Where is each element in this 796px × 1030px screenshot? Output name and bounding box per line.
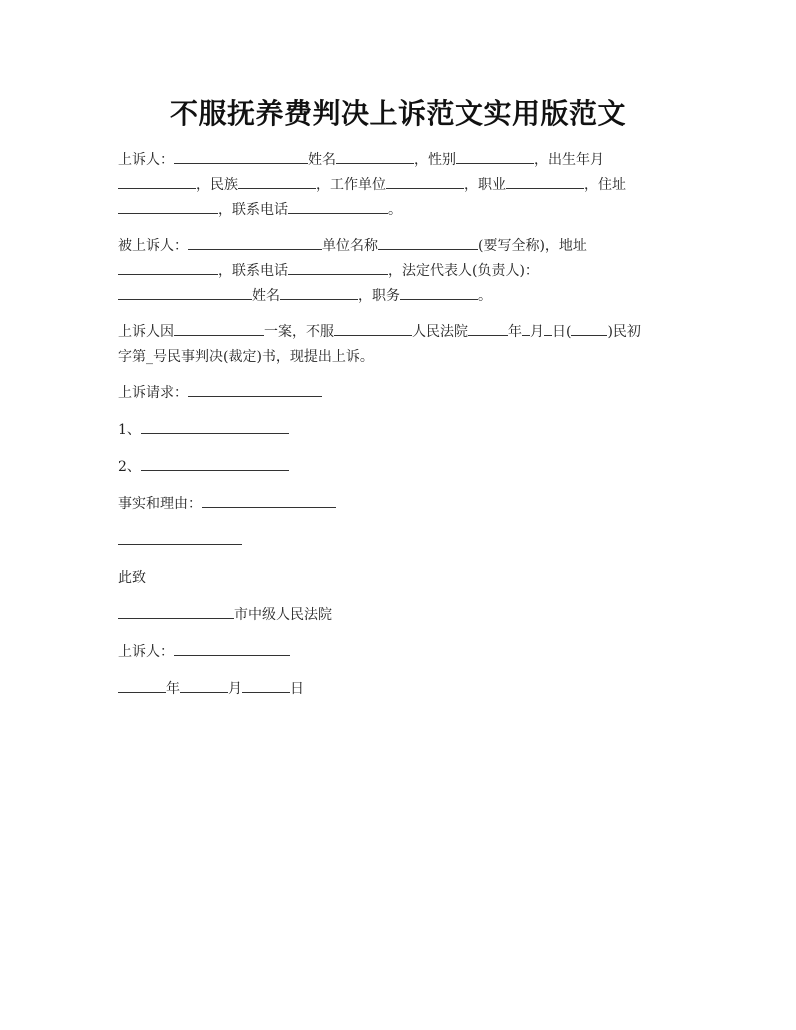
respondent-phone-blank[interactable] — [288, 260, 388, 275]
name-label: 姓名 — [308, 152, 336, 168]
address-blank[interactable] — [118, 199, 218, 214]
full-name-address-label: (要写全称)，地址 — [478, 238, 587, 254]
gender-blank[interactable] — [456, 149, 534, 164]
appellant-label: 上诉人： — [118, 152, 174, 168]
date-row — [118, 677, 678, 702]
workplace-blank[interactable] — [386, 174, 464, 189]
phone-blank[interactable] — [288, 199, 388, 214]
date-day-blank[interactable] — [242, 678, 290, 693]
position-blank[interactable] — [400, 285, 478, 300]
facts-label: 事实和理由： — [118, 496, 202, 512]
unit-name-blank[interactable] — [378, 235, 478, 250]
appellant-line-2 — [118, 173, 678, 198]
date-year-label: 年 — [166, 681, 180, 697]
day-blank[interactable] — [544, 321, 552, 336]
respondent-line-3 — [118, 284, 678, 309]
request-item-number: 2、 — [118, 459, 141, 475]
signature-label: 上诉人： — [118, 644, 174, 660]
period: 。 — [478, 288, 492, 304]
respondent-phone-label: ，联系电话 — [218, 263, 288, 279]
legal-rep-blank[interactable] — [118, 285, 252, 300]
facts-row — [118, 492, 678, 517]
signature-blank[interactable] — [174, 641, 290, 656]
requests-blank[interactable] — [188, 382, 322, 397]
not-accept-label: 一案，不服 — [264, 324, 334, 340]
city-blank[interactable] — [118, 604, 234, 619]
case-blank[interactable] — [174, 321, 264, 336]
date-year-blank[interactable] — [118, 678, 166, 693]
court-row — [118, 603, 678, 628]
ethnicity-blank[interactable] — [238, 174, 316, 189]
case-section — [118, 320, 678, 370]
month-label: 月 — [530, 324, 544, 340]
request-item-2 — [118, 455, 678, 480]
closing: 此致 — [118, 570, 146, 586]
date-month-blank[interactable] — [180, 678, 228, 693]
case-line-1 — [118, 320, 678, 345]
appellant-blank[interactable] — [174, 149, 308, 164]
gender-label: ，性别 — [414, 152, 456, 168]
name-blank[interactable] — [336, 149, 414, 164]
phone-label: ，联系电话 — [218, 202, 288, 218]
request-item-blank[interactable] — [141, 456, 289, 471]
legal-rep-label: ，法定代表人(负责人)： — [388, 263, 539, 279]
appellant-line-3 — [118, 198, 678, 223]
facts-continuation — [118, 529, 678, 554]
position-label: ，职务 — [358, 288, 400, 304]
workplace-label: ，工作单位 — [316, 177, 386, 193]
request-item-number: 1、 — [118, 422, 141, 438]
document-body — [118, 148, 678, 714]
requests-label: 上诉请求： — [118, 385, 188, 401]
request-item-blank[interactable] — [141, 419, 289, 434]
birth-label: ，出生年月 — [534, 152, 604, 168]
respondent-address-blank[interactable] — [118, 260, 218, 275]
case-line-2: 字第_号民事判决(裁定)书，现提出上诉。 — [118, 349, 374, 365]
day-label: 日( — [552, 324, 572, 340]
date-day-label: 日 — [290, 681, 304, 697]
respondent-line-2 — [118, 259, 678, 284]
date-month-label: 月 — [228, 681, 242, 697]
birth-blank[interactable] — [118, 174, 196, 189]
case-number-blank[interactable] — [571, 321, 607, 336]
period: 。 — [388, 202, 402, 218]
respondent-line-1 — [118, 234, 678, 259]
civil-label: )民初 — [607, 324, 641, 340]
document-title: 不服抚养费判决上诉范文实用版范文 — [169, 97, 626, 130]
year-blank[interactable] — [468, 321, 508, 336]
occupation-label: ，职业 — [464, 177, 506, 193]
rep-name-label: 姓名 — [252, 288, 280, 304]
occupation-blank[interactable] — [506, 174, 584, 189]
requests-row — [118, 381, 678, 406]
case-intro: 上诉人因 — [118, 324, 174, 340]
address-label: ，住址 — [584, 177, 626, 193]
court-blank[interactable] — [334, 321, 412, 336]
month-blank[interactable] — [522, 321, 530, 336]
appellant-line-1 — [118, 148, 678, 173]
court-label: 人民法院 — [412, 324, 468, 340]
court-suffix: 市中级人民法院 — [234, 607, 332, 623]
facts-continuation-blank[interactable] — [118, 530, 242, 545]
unit-name-label: 单位名称 — [322, 238, 378, 254]
respondent-blank[interactable] — [188, 235, 322, 250]
respondent-section — [118, 234, 678, 309]
ethnicity-label: ，民族 — [196, 177, 238, 193]
facts-blank[interactable] — [202, 493, 336, 508]
request-item-1 — [118, 418, 678, 443]
signature-row — [118, 640, 678, 665]
respondent-label: 被上诉人： — [118, 238, 188, 254]
year-label: 年 — [508, 324, 522, 340]
rep-name-blank[interactable] — [280, 285, 358, 300]
appellant-section — [118, 148, 678, 223]
